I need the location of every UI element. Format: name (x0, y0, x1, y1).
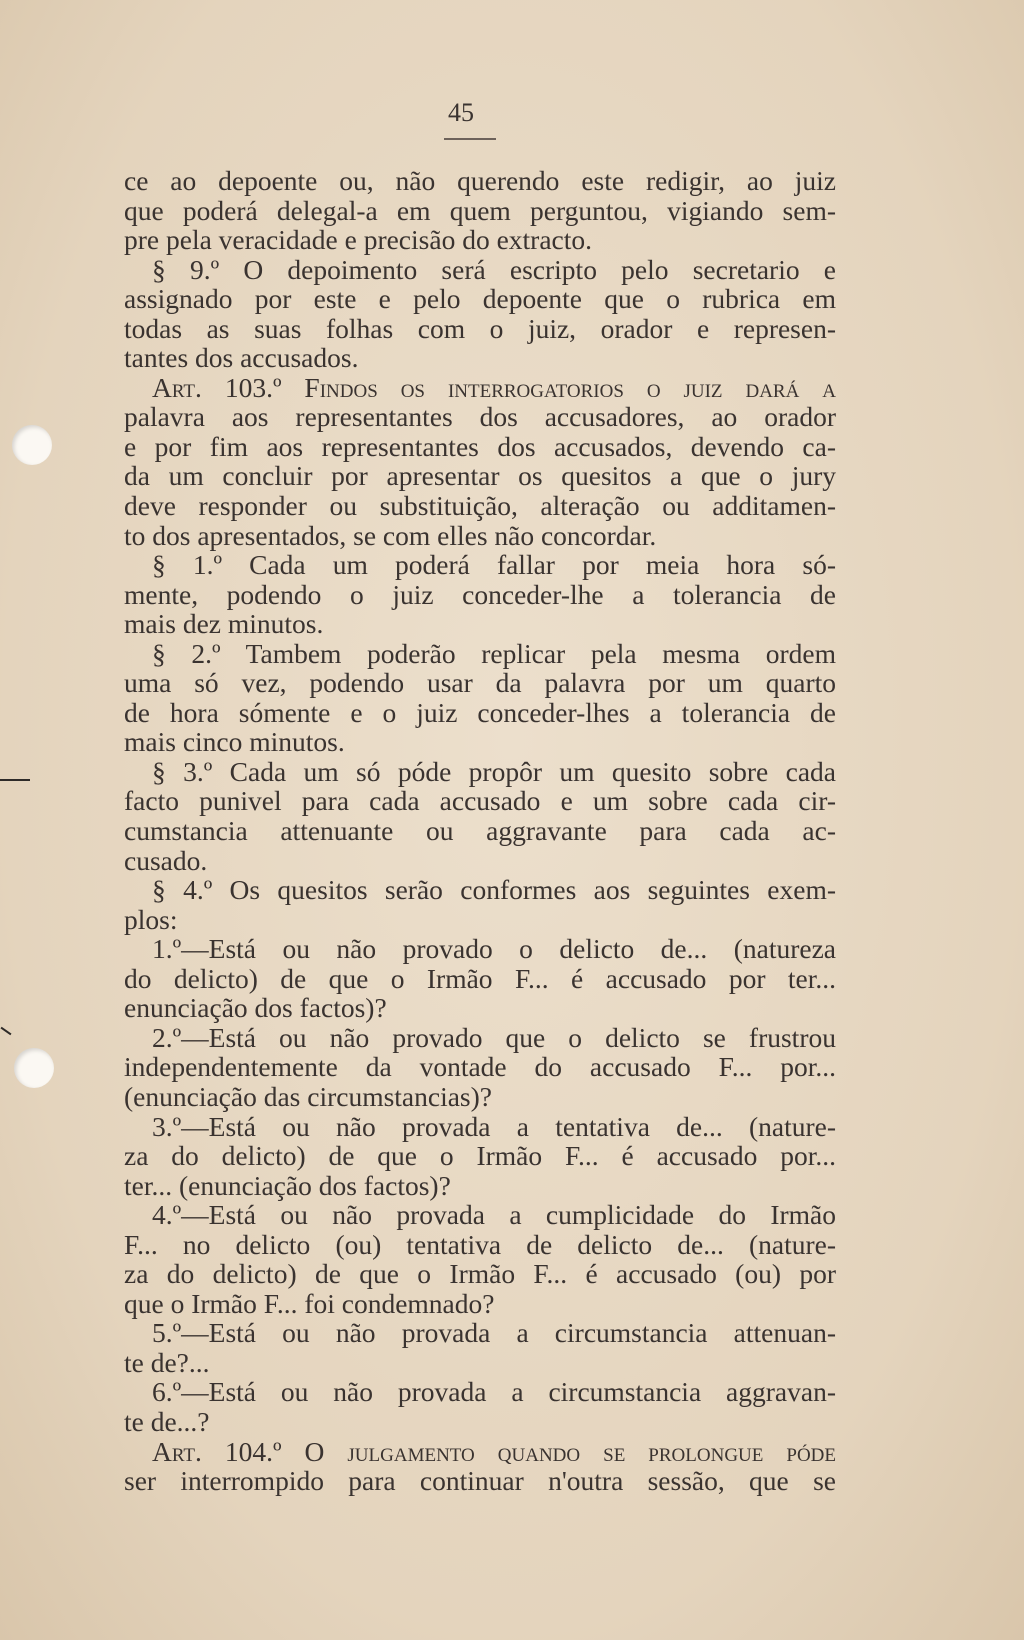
text-line: tantes dos accusados. (124, 342, 359, 374)
text-line: palavra aos representantes dos accusadores, ao orador (124, 401, 836, 433)
article-line: Art. 103.º Findos os interrogatorios o juiz dará a (152, 371, 836, 403)
body-text (124, 166, 836, 1496)
text-line: § 2.º Tambem poderão replicar pela mesma ordem (152, 637, 836, 669)
quesito-line: independentemente da vontade do accusado F... por... (124, 1051, 836, 1083)
text-line: mais dez minutos. (124, 608, 324, 640)
quesito-line: te de...? (124, 1405, 210, 1437)
quesito-line: 1.º—Está ou não provado o delicto de... (natureza (152, 933, 836, 965)
punch-hole (14, 1048, 54, 1088)
text-line: § 9.º O depoimento será escripto pelo secretario e (152, 253, 836, 285)
text-line: plos: (124, 903, 178, 935)
text-line: § 4.º Os quesitos serão conformes aos seguintes exem- (152, 874, 836, 906)
text-line: mais cinco minutos. (124, 726, 345, 758)
text-line: to dos apresentados, se com elles não concordar. (124, 519, 657, 551)
text-line: todas as suas folhas com o juiz, orador e represen- (124, 312, 836, 344)
text-line: da um concluir por apresentar os quesitos a que o jury (124, 460, 836, 492)
text-line: uma só vez, podendo usar da palavra por um quarto (124, 667, 836, 699)
quesito-line: te de?... (124, 1346, 210, 1378)
quesito-line: za do delicto) de que o Irmão F... é accusado (ou) por (124, 1258, 836, 1290)
quesito-line: za do delicto) de que o Irmão F... é accusado por... (124, 1140, 836, 1172)
punch-hole (12, 425, 52, 465)
article-line: Art. 104.º O julgamento quando se prolongue póde (152, 1435, 836, 1467)
margin-mark (1, 1027, 12, 1036)
text-line: mente, podendo o juiz conceder-lhe a tolerancia de (124, 578, 836, 610)
text-line: cumstancia attenuante ou aggravante para cada ac- (124, 815, 836, 847)
page-number-rule (444, 138, 496, 140)
text-line: pre pela veracidade e precisão do extracto. (124, 224, 592, 256)
text-line: e por fim aos representantes dos accusados, devendo ca- (124, 430, 836, 462)
quesito-line: que o Irmão F... foi condemnado? (124, 1287, 495, 1319)
page-number: 45 (448, 98, 474, 127)
quesito-line: enunciação dos factos)? (124, 992, 387, 1024)
quesito-line: (enunciação das circumstancias)? (124, 1080, 493, 1112)
quesito-line: 4.º—Está ou não provada a cumplicidade do Irmão (152, 1199, 836, 1231)
quesito-line: F... no delicto (ou) tentativa de delicto de... (nature- (124, 1228, 836, 1260)
quesito-line: ter... (enunciação dos factos)? (124, 1169, 451, 1201)
text-line: de hora sómente e o juiz conceder-lhes a tolerancia de (124, 696, 836, 728)
quesito-line: 5.º—Está ou não provada a circumstancia attenuan- (152, 1317, 836, 1349)
text-line: cusado. (124, 844, 208, 876)
margin-mark (0, 779, 30, 781)
text-line: ser interrompido para continuar n'outra sessão, que se (124, 1465, 836, 1497)
text-line: ce ao depoente ou, não querendo este redigir, ao juiz (124, 165, 836, 196)
quesito-line: 3.º—Está ou não provada a tentativa de... (nature- (152, 1110, 836, 1142)
text-line: facto punivel para cada accusado e um sobre cada cir- (124, 785, 836, 817)
text-line: § 1.º Cada um poderá fallar por meia hora só- (152, 549, 836, 581)
quesito-line: do delicto) de que o Irmão F... é accusado por ter... (124, 962, 836, 994)
quesito-line: 2.º—Está ou não provado que o delicto se frustrou (152, 1021, 836, 1053)
text-line: que poderá delegal-a em quem perguntou, vigiando sem- (124, 194, 836, 226)
quesito-line: 6.º—Está ou não provada a circumstancia aggravan- (152, 1376, 836, 1408)
text-line: § 3.º Cada um só póde propôr um quesito sobre cada (152, 755, 836, 787)
text-line: deve responder ou substituição, alteração ou additamen- (124, 490, 836, 522)
text-line: assignado por este e pelo depoente que o rubrica em (124, 283, 836, 315)
